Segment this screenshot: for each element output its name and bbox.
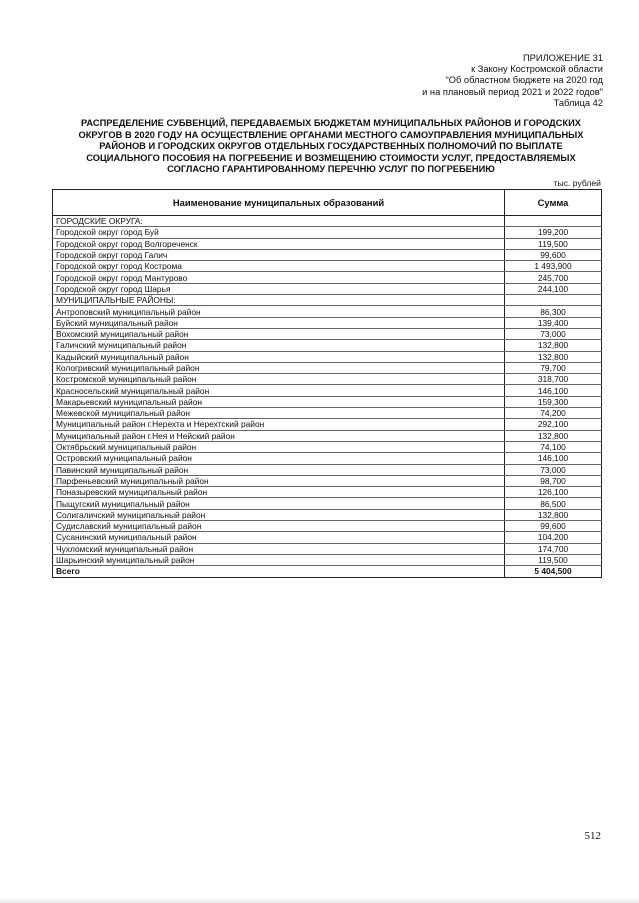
- table-row: [53, 306, 602, 317]
- municipality-name: Солигаличский муниципальный район: [53, 509, 505, 520]
- table-row: [53, 272, 602, 283]
- document-title: [58, 118, 604, 176]
- total-value: 5 404,500: [505, 566, 602, 577]
- page-number: 512: [584, 830, 601, 842]
- units-label: тыс. рублей: [553, 178, 601, 188]
- table-row: [53, 532, 602, 543]
- subsidy-amount: 139,400: [505, 317, 602, 328]
- subsidy-amount: 146,100: [505, 453, 602, 464]
- subsidy-amount: [505, 295, 602, 306]
- table-row: [53, 283, 602, 294]
- title-line: СОГЛАСНО ГАРАНТИРОВАННОМУ ПЕРЕЧНЮ УСЛУГ ПО ПОГРЕБЕНИЮ: [167, 164, 495, 175]
- municipality-name: Городской округ город Кострома: [53, 261, 505, 272]
- section-header-row: [53, 295, 602, 306]
- municipality-name: Красносельский муниципальный район: [53, 385, 505, 396]
- municipality-name: Макарьевский муниципальный район: [53, 396, 505, 407]
- table-row: [53, 385, 602, 396]
- subsidies-table: [52, 189, 602, 578]
- municipality-name: Поназыревский муниципальный район: [53, 487, 505, 498]
- table-body: [53, 216, 602, 566]
- municipality-name: Сусанинский муниципальный район: [53, 532, 505, 543]
- subsidy-amount: 99,600: [505, 249, 602, 260]
- subsidy-amount: 318,700: [505, 374, 602, 385]
- total-label: Всего: [53, 566, 505, 577]
- municipality-name: Галичский муниципальный район: [53, 340, 505, 351]
- table-row: [53, 317, 602, 328]
- appendix-header: [303, 53, 603, 109]
- subsidy-amount: 132,800: [505, 509, 602, 520]
- municipality-name: Муниципальный район г.Нерехта и Нерехтский район: [53, 419, 505, 430]
- table-row: [53, 374, 602, 385]
- municipality-name: Кологривский муниципальный район: [53, 362, 505, 373]
- column-header-sum: Сумма: [505, 190, 602, 216]
- municipality-name: Кадыйский муниципальный район: [53, 351, 505, 362]
- municipality-name: Парфеньевский муниципальный район: [53, 475, 505, 486]
- subsidy-amount: 74,100: [505, 441, 602, 452]
- subsidy-amount: 174,700: [505, 543, 602, 554]
- municipality-name: Муниципальный район г.Нея и Нейский район: [53, 430, 505, 441]
- subsidy-amount: 74,200: [505, 408, 602, 419]
- subsidy-amount: 159,300: [505, 396, 602, 407]
- municipality-name: Октябрьский муниципальный район: [53, 441, 505, 452]
- municipality-name: Городской округ город Шарья: [53, 283, 505, 294]
- appendix-table-number: Таблица 42: [553, 97, 603, 108]
- table-row: [53, 419, 602, 430]
- table-header-row: [53, 190, 602, 216]
- table-row: [53, 249, 602, 260]
- subsidy-amount: 199,200: [505, 227, 602, 238]
- municipality-name: МУНИЦИПАЛЬНЫЕ РАЙОНЫ:: [53, 295, 505, 306]
- title-line: РАЙОНОВ И ГОРОДСКИХ ОКРУГОВ ОТДЕЛЬНЫХ ГОСУДАРСТВЕННЫХ ПОЛНОМОЧИЙ ПО ВЫПЛАТЕ: [99, 141, 563, 152]
- total-row: [53, 566, 602, 577]
- table-row: [53, 509, 602, 520]
- subsidy-amount: 132,800: [505, 430, 602, 441]
- municipality-name: Чухломский муниципальный район: [53, 543, 505, 554]
- column-header-name: Наименование муниципальных образований: [53, 190, 505, 216]
- municipality-name: Павинский муниципальный район: [53, 464, 505, 475]
- appendix-law-title-2: и на плановый период 2021 и 2022 годов": [422, 86, 603, 97]
- subsidy-amount: 73,000: [505, 464, 602, 475]
- title-line: СОЦИАЛЬНОГО ПОСОБИЯ НА ПОГРЕБЕНИЕ И ВОЗМЕЩЕНИЮ СТОИМОСТИ УСЛУГ, ПРЕДОСТАВЛЯЕМЫХ: [86, 152, 576, 163]
- subsidy-amount: 1 493,900: [505, 261, 602, 272]
- subsidy-amount: 119,500: [505, 554, 602, 565]
- table-row: [53, 441, 602, 452]
- municipality-name: Островский муниципальный район: [53, 453, 505, 464]
- municipality-name: Шарьинский муниципальный район: [53, 554, 505, 565]
- table-row: [53, 521, 602, 532]
- municipality-name: Судиславский муниципальный район: [53, 521, 505, 532]
- municipality-name: Городской округ город Галич: [53, 249, 505, 260]
- municipality-name: Буйский муниципальный район: [53, 317, 505, 328]
- title-line: ОКРУГОВ В 2020 ГОДУ НА ОСУЩЕСТВЛЕНИЕ ОРГАНАМИ МЕСТНОГО САМОУПРАВЛЕНИЯ МУНИЦИПАЛЬНЫХ: [78, 129, 584, 140]
- table-row: [53, 362, 602, 373]
- table-row: [53, 227, 602, 238]
- municipality-name: Пыщугский муниципальный район: [53, 498, 505, 509]
- table-row: [53, 396, 602, 407]
- subsidy-amount: 126,100: [505, 487, 602, 498]
- municipality-name: Костромской муниципальный район: [53, 374, 505, 385]
- table-row: [53, 554, 602, 565]
- subsidy-amount: 132,800: [505, 340, 602, 351]
- table-row: [53, 238, 602, 249]
- section-header-row: [53, 216, 602, 227]
- subsidy-amount: 146,100: [505, 385, 602, 396]
- municipality-name: ГОРОДСКИЕ ОКРУГА:: [53, 216, 505, 227]
- table-row: [53, 351, 602, 362]
- subsidy-amount: [505, 216, 602, 227]
- subsidy-amount: 86,500: [505, 498, 602, 509]
- table-row: [53, 328, 602, 339]
- municipality-name: Антроповский муниципальный район: [53, 306, 505, 317]
- subsidy-amount: 132,800: [505, 351, 602, 362]
- subsidy-amount: 119,500: [505, 238, 602, 249]
- table-row: [53, 475, 602, 486]
- appendix-law-title-1: "Об областном бюджете на 2020 год: [445, 75, 603, 86]
- table-row: [53, 408, 602, 419]
- subsidy-amount: 98,700: [505, 475, 602, 486]
- table-row: [53, 340, 602, 351]
- appendix-number: ПРИЛОЖЕНИЕ 31: [523, 53, 603, 63]
- table-row: [53, 261, 602, 272]
- subsidy-amount: 73,000: [505, 328, 602, 339]
- subsidy-amount: 104,200: [505, 532, 602, 543]
- municipality-name: Городской округ город Буй: [53, 227, 505, 238]
- table-row: [53, 453, 602, 464]
- municipality-name: Городской округ город Мантурово: [53, 272, 505, 283]
- title-line: РАСПРЕДЕЛЕНИЕ СУБВЕНЦИЙ, ПЕРЕДАВАЕМЫХ БЮДЖЕТАМ МУНИЦИПАЛЬНЫХ РАЙОНОВ И ГОРОДСКИХ: [81, 118, 581, 128]
- subsidy-amount: 292,100: [505, 419, 602, 430]
- table-row: [53, 543, 602, 554]
- subsidy-amount: 86,300: [505, 306, 602, 317]
- subsidy-amount: 79,700: [505, 362, 602, 373]
- municipality-name: Городской округ город Волгореченск: [53, 238, 505, 249]
- table-row: [53, 430, 602, 441]
- municipality-name: Вохомский муниципальный район: [53, 328, 505, 339]
- scan-edge: [0, 897, 639, 903]
- subsidy-amount: 244,100: [505, 283, 602, 294]
- table-row: [53, 487, 602, 498]
- table-row: [53, 464, 602, 475]
- subsidy-amount: 99,600: [505, 521, 602, 532]
- municipality-name: Межевской муниципальный район: [53, 408, 505, 419]
- appendix-law: к Закону Костромской области: [471, 64, 603, 75]
- table-row: [53, 498, 602, 509]
- subsidy-amount: 245,700: [505, 272, 602, 283]
